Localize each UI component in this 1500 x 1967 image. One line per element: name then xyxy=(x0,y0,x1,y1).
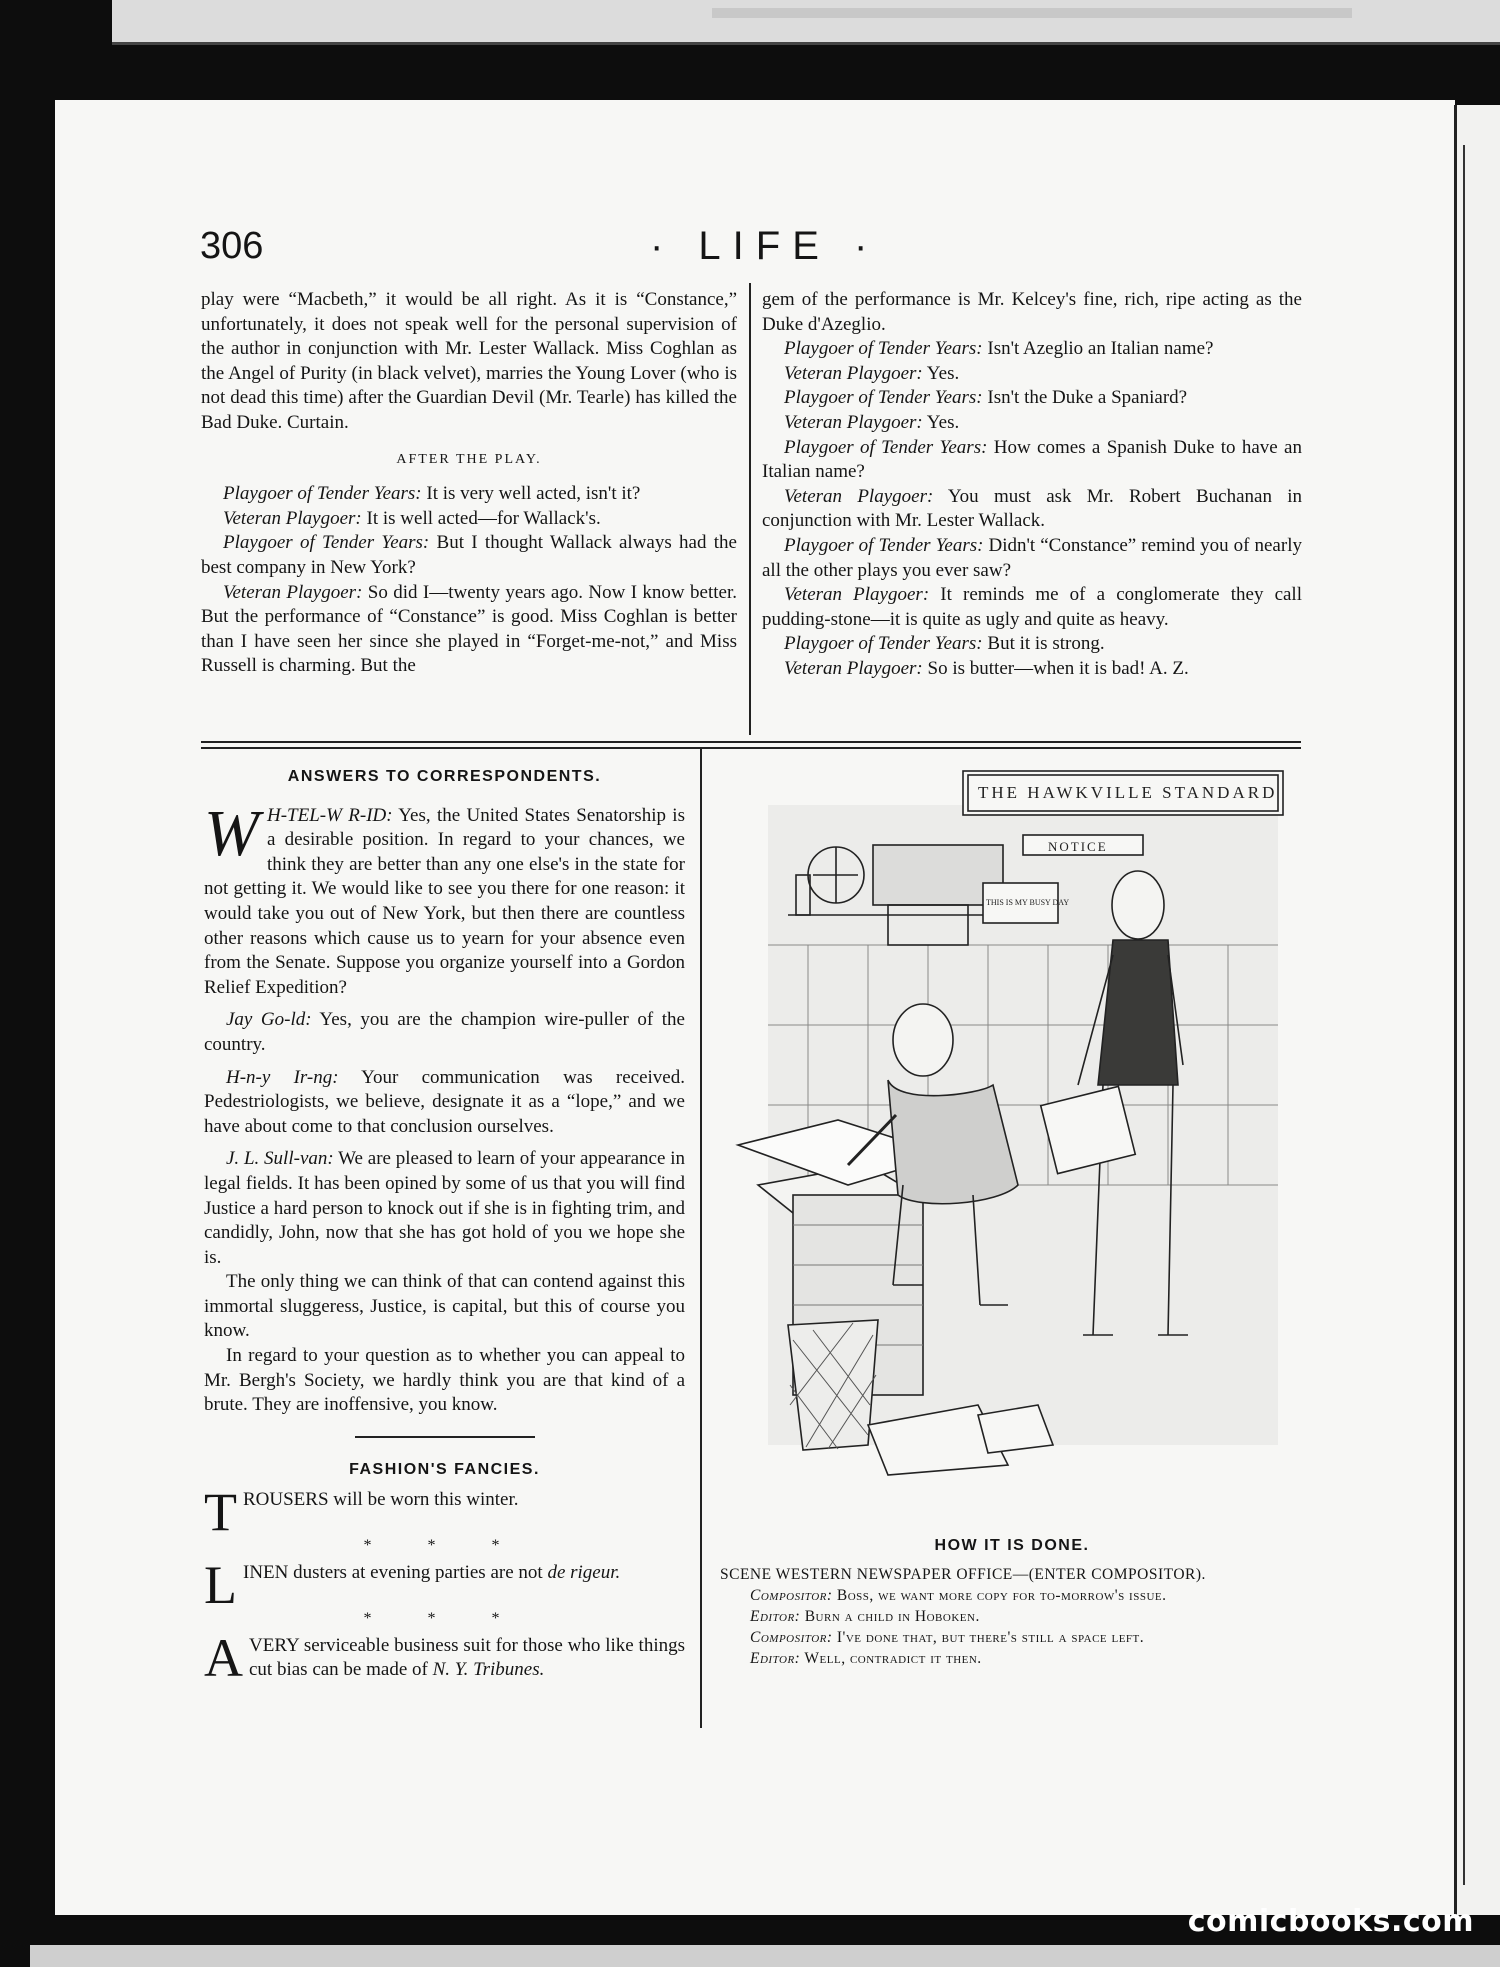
star-separator: * * * xyxy=(363,1537,526,1555)
scan-edge-top xyxy=(112,0,1500,45)
sign-text: THE HAWKVILLE STANDARD xyxy=(978,783,1278,802)
cartoon-caption xyxy=(712,1535,1312,1669)
dialogue-line: Playgoer of Tender Years: It is very well acted, isn't it? xyxy=(223,483,641,505)
horizontal-rule xyxy=(201,741,1301,743)
speaker: Playgoer of Tender Years: xyxy=(223,483,422,505)
dialogue-line: Veteran Playgoer: So did I—twenty years ago. Now I know better. But the performance of “Constance” is good. Miss Coghlan is better than I have seen her since she played in “Forget-me-not,” and Miss Russell is charming. But the xyxy=(201,581,737,677)
dialogue-line: Playgoer of Tender Years: Didn't “Constance” remind you of nearly all the other plays you ever saw? xyxy=(762,534,1302,581)
caption-line: Editor: Burn a child in Hoboken. xyxy=(750,1608,980,1625)
dialogue-line: Veteran Playgoer: Yes. xyxy=(784,411,960,433)
drop-cap: L xyxy=(204,1555,237,1616)
answer-paragraph: H-n-y Ir-ng: Your communication was received. Pedestriologists, we believe, designate it as a “lope,” and we have about come to that conclusion ourselves. xyxy=(204,1066,685,1137)
busy-day-sign: THIS IS MY BUSY DAY xyxy=(986,898,1070,907)
answer-paragraph: W H-TEL-W R-ID: Yes, the United States Senatorship is a desirable position. In regard to your chances, we think they are better than any one else's in the state for not getting it. We would like to see you there for one reason: it would take you out of New York, but then there are countless other reasons which cause us to yearn for your absence even from the Senate. Suppose you organize yourself into a Gordon Relief Expedition? xyxy=(204,796,685,998)
horizontal-rule xyxy=(201,747,1301,749)
fashion-item: TROUSERS will be worn this winter. xyxy=(204,1482,519,1543)
answers-column xyxy=(204,765,685,1688)
speaker: Veteran Playgoer: xyxy=(223,507,362,529)
cartoon-illustration xyxy=(718,765,1298,1495)
dialogue-line: Playgoer of Tender Years: But I thought Wallack always had the best company in New York? xyxy=(201,532,737,578)
page-number: 306 xyxy=(200,225,264,267)
caption-line: Editor: Well, contradict it then. xyxy=(750,1650,982,1667)
dialogue-line: Playgoer of Tender Years: But it is strong. xyxy=(784,633,1105,655)
section-title: FASHION'S FANCIES. xyxy=(349,1460,540,1478)
top-left-column xyxy=(201,288,737,679)
paragraph: play were “Macbeth,” it would be all right. As it is “Constance,” unfortunately, it does not speak well for the personal supervision of the author in conjunction with Mr. Lester Wallack. Miss Coghlan as the Angel of Purity (in black velvet), marries the Young Lover (who is not dead this time) after the Guardian Devil (Mr. Tearle) has killed the Bad Duke. Curtain. xyxy=(201,289,737,433)
adjacent-page-edge xyxy=(1454,105,1500,1915)
fashion-item: LINEN dusters at evening parties are not de rigeur. xyxy=(204,1555,621,1616)
caption-scene: SCENE WESTERN NEWSPAPER OFFICE—(ENTER COMPOSITOR). xyxy=(720,1566,1206,1583)
drop-cap: W xyxy=(204,796,259,870)
answer-paragraph: The only thing we can think of that can contend against this immortal sluggeress, Justice, is capital, but this of course you know. xyxy=(204,1271,685,1342)
watermark: comicbooks.com xyxy=(1187,1904,1474,1939)
caption-title: HOW IT IS DONE. xyxy=(934,1537,1090,1554)
section-heading: AFTER THE PLAY. xyxy=(396,451,542,467)
drop-cap: T xyxy=(204,1482,237,1543)
dialogue-line: Playgoer of Tender Years: Isn't Azeglio an Italian name? xyxy=(784,338,1214,360)
speaker: Playgoer of Tender Years: xyxy=(223,532,430,554)
dialogue-line: Veteran Playgoer: Yes. xyxy=(784,362,960,384)
speaker: Veteran Playgoer: xyxy=(223,581,363,603)
dialogue-line: Veteran Playgoer: You must ask Mr. Robert Buchanan in conjunction with Mr. Lester Wallack. xyxy=(762,485,1303,532)
paragraph: gem of the performance is Mr. Kelcey's fine, rich, ripe acting as the Duke d'Azeglio. xyxy=(762,289,1302,335)
dialogue-line: Playgoer of Tender Years: How comes a Spanish Duke to have an Italian name? xyxy=(762,436,1302,483)
top-right-column xyxy=(762,288,1302,682)
answer-paragraph: Jay Go-ld: Yes, you are the champion wire-puller of the country. xyxy=(204,1009,685,1055)
section-rule xyxy=(355,1436,535,1438)
dialogue-line: Veteran Playgoer: It is well acted—for Wallack's. xyxy=(223,507,601,529)
dialogue-line: Veteran Playgoer: So is butter—when it is bad! A. Z. xyxy=(784,657,1189,679)
fashion-item: AVERY serviceable business suit for those who like things cut bias can be made of N. Y. Tribunes. xyxy=(204,1627,685,1688)
answer-paragraph: In regard to your question as to whether you can appeal to Mr. Bergh's Society, we hardly think you are that kind of a brute. They are inoffensive, you know. xyxy=(204,1345,685,1416)
caption-line: Compositor: Boss, we want more copy for to-morrow's issue. xyxy=(750,1587,1167,1604)
star-separator: * * * xyxy=(363,1610,526,1628)
dialogue-line: Veteran Playgoer: It reminds me of a conglomerate they call pudding-stone—it is quite as ugly and quite as heavy. xyxy=(762,584,1302,630)
section-title: ANSWERS TO CORRESPONDENTS. xyxy=(287,768,602,785)
notice-text: NOTICE xyxy=(1048,839,1108,854)
answer-paragraph: J. L. Sull-van: We are pleased to learn of your appearance in legal fields. It has been opined by some of us that you will find Justice a hard person to knock out if she is in fighting trim, and candidly, John, now that she has got hold of you we hope she is. xyxy=(204,1148,685,1268)
dialogue-line: Playgoer of Tender Years: Isn't the Duke a Spaniard? xyxy=(784,387,1188,409)
column-divider xyxy=(749,283,751,735)
scan-edge-bottom xyxy=(30,1945,1500,1967)
drop-cap: A xyxy=(204,1627,243,1688)
masthead-title: · LIFE · xyxy=(650,224,880,268)
caption-line: Compositor: I've done that, but there's still a space left. xyxy=(750,1629,1145,1646)
column-divider xyxy=(700,748,702,1728)
